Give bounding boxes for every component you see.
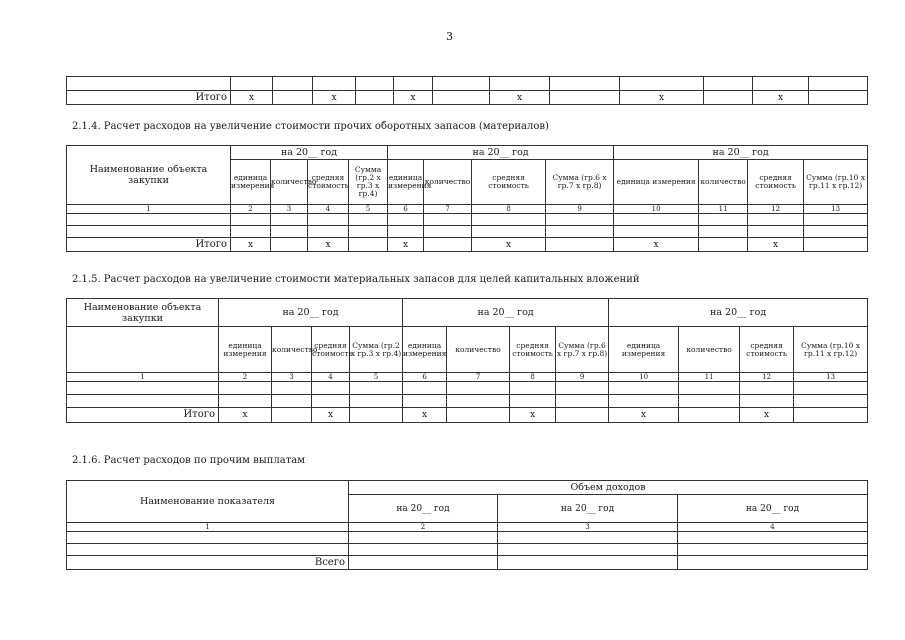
total-label: Итого <box>67 91 231 105</box>
column-header: Сумма (гр.6 х гр.7 х гр.8) <box>556 327 609 373</box>
column-header: Сумма (гр.2 х гр.3 х гр.4) <box>349 160 388 205</box>
x-mark: x <box>313 91 356 105</box>
total-label: Итого <box>67 238 231 252</box>
column-number: 6 <box>388 205 424 214</box>
column-header: средняя стоимость <box>740 327 794 373</box>
column-header: единица измерения <box>403 327 447 373</box>
column-number: 5 <box>349 205 388 214</box>
x-mark: x <box>231 238 271 252</box>
table-row <box>67 226 868 238</box>
total-row <box>67 556 868 570</box>
column-header: единица измерения <box>609 327 679 373</box>
column-number: 3 <box>498 523 678 532</box>
column-number: 13 <box>804 205 868 214</box>
year-header: на 20__ год <box>609 299 868 327</box>
indicator-name-header: Наименование показателя <box>67 481 349 523</box>
section-215-title: 2.1.5. Расчет расходов на увеличение стоимости материальных запасов для целей капитальных вложений <box>72 274 640 285</box>
column-header: Сумма (гр.6 х гр.7 х гр.8) <box>546 160 614 205</box>
column-header: средняя стоимость <box>472 160 546 205</box>
column-header: средняя стоимость <box>748 160 804 205</box>
column-number: 1 <box>67 523 349 532</box>
column-number-row <box>67 523 868 532</box>
year-header: на 20__ год <box>678 495 868 523</box>
year-header: на 20__ год <box>349 495 498 523</box>
year-header: на 20__ год <box>614 146 868 160</box>
table-row <box>67 395 868 408</box>
x-mark: x <box>748 238 804 252</box>
column-header: единица измерения <box>614 160 699 205</box>
x-mark: x <box>614 238 699 252</box>
column-header: единица измерения <box>231 160 271 205</box>
column-number: 2 <box>231 205 271 214</box>
section-214-table <box>66 145 868 252</box>
table-row <box>67 544 868 556</box>
column-number: 11 <box>679 373 740 382</box>
year-header: на 20__ год <box>498 495 678 523</box>
column-header: Сумма (гр.10 х гр.11 х гр.12) <box>804 160 868 205</box>
section-214-title: 2.1.4. Расчет расходов на увеличение стоимости прочих оборотных запасов (материалов) <box>72 121 549 132</box>
column-number: 4 <box>308 205 349 214</box>
column-number: 12 <box>748 205 804 214</box>
section-215-table <box>66 298 868 423</box>
column-number-row <box>67 373 868 382</box>
column-number: 8 <box>472 205 546 214</box>
page-number: 3 <box>446 30 453 43</box>
column-number: 12 <box>740 373 794 382</box>
column-number: 6 <box>403 373 447 382</box>
year-header: на 20__ год <box>388 146 614 160</box>
table-row <box>67 532 868 544</box>
continuation-table <box>66 76 868 105</box>
column-number: 10 <box>614 205 699 214</box>
column-number: 9 <box>546 205 614 214</box>
column-number: 2 <box>219 373 272 382</box>
column-header: количество <box>271 160 308 205</box>
column-number: 3 <box>272 373 312 382</box>
x-mark: x <box>403 408 447 423</box>
column-header: количество <box>424 160 472 205</box>
x-mark: x <box>609 408 679 423</box>
column-number: 5 <box>350 373 403 382</box>
year-header: на 20__ год <box>219 299 403 327</box>
total-label: Всего <box>67 556 349 570</box>
column-header: количество <box>679 327 740 373</box>
column-header: единица измерения <box>388 160 424 205</box>
x-mark: x <box>490 91 550 105</box>
column-number: 1 <box>67 205 231 214</box>
x-mark: x <box>753 91 809 105</box>
x-mark: x <box>308 238 349 252</box>
section-216-table <box>66 480 868 570</box>
column-number: 7 <box>447 373 510 382</box>
x-mark: x <box>312 408 350 423</box>
table-row <box>67 382 868 395</box>
column-number: 13 <box>794 373 868 382</box>
object-name-header: Наименование объекта закупки <box>67 146 231 205</box>
table-row <box>67 77 868 91</box>
column-number: 2 <box>349 523 498 532</box>
table-row <box>67 214 868 226</box>
income-volume-header: Объем доходов <box>349 481 868 495</box>
year-header: на 20__ год <box>403 299 609 327</box>
column-header: количество <box>447 327 510 373</box>
column-number: 4 <box>678 523 868 532</box>
x-mark: x <box>620 91 704 105</box>
column-number: 7 <box>424 205 472 214</box>
total-label: Итого <box>67 408 219 423</box>
x-mark: x <box>472 238 546 252</box>
column-number: 3 <box>271 205 308 214</box>
column-header: средняя стоимость <box>510 327 556 373</box>
total-row <box>67 408 868 423</box>
column-header: Сумма (гр.2 х гр.3 х гр.4) <box>350 327 403 373</box>
column-header: Сумма (гр.10 х гр.11 х гр.12) <box>794 327 868 373</box>
total-row <box>67 238 868 252</box>
column-header: количество <box>272 327 312 373</box>
object-name-header: Наименование объекта закупки <box>67 299 219 327</box>
column-header: средняя стоимость <box>308 160 349 205</box>
column-header: количество <box>699 160 748 205</box>
column-number: 11 <box>699 205 748 214</box>
x-mark: x <box>388 238 424 252</box>
total-row <box>67 91 868 105</box>
x-mark: x <box>231 91 273 105</box>
year-header: на 20__ год <box>231 146 388 160</box>
column-number: 9 <box>556 373 609 382</box>
column-header: единица измерения <box>219 327 272 373</box>
column-number: 8 <box>510 373 556 382</box>
x-mark: x <box>394 91 433 105</box>
column-number: 4 <box>312 373 350 382</box>
column-header: средняя стоимость <box>312 327 350 373</box>
section-216-title: 2.1.6. Расчет расходов по прочим выплатам <box>72 455 305 466</box>
x-mark: x <box>510 408 556 423</box>
column-number: 1 <box>67 373 219 382</box>
x-mark: x <box>219 408 272 423</box>
column-number: 10 <box>609 373 679 382</box>
x-mark: x <box>740 408 794 423</box>
column-number-row <box>67 205 868 214</box>
